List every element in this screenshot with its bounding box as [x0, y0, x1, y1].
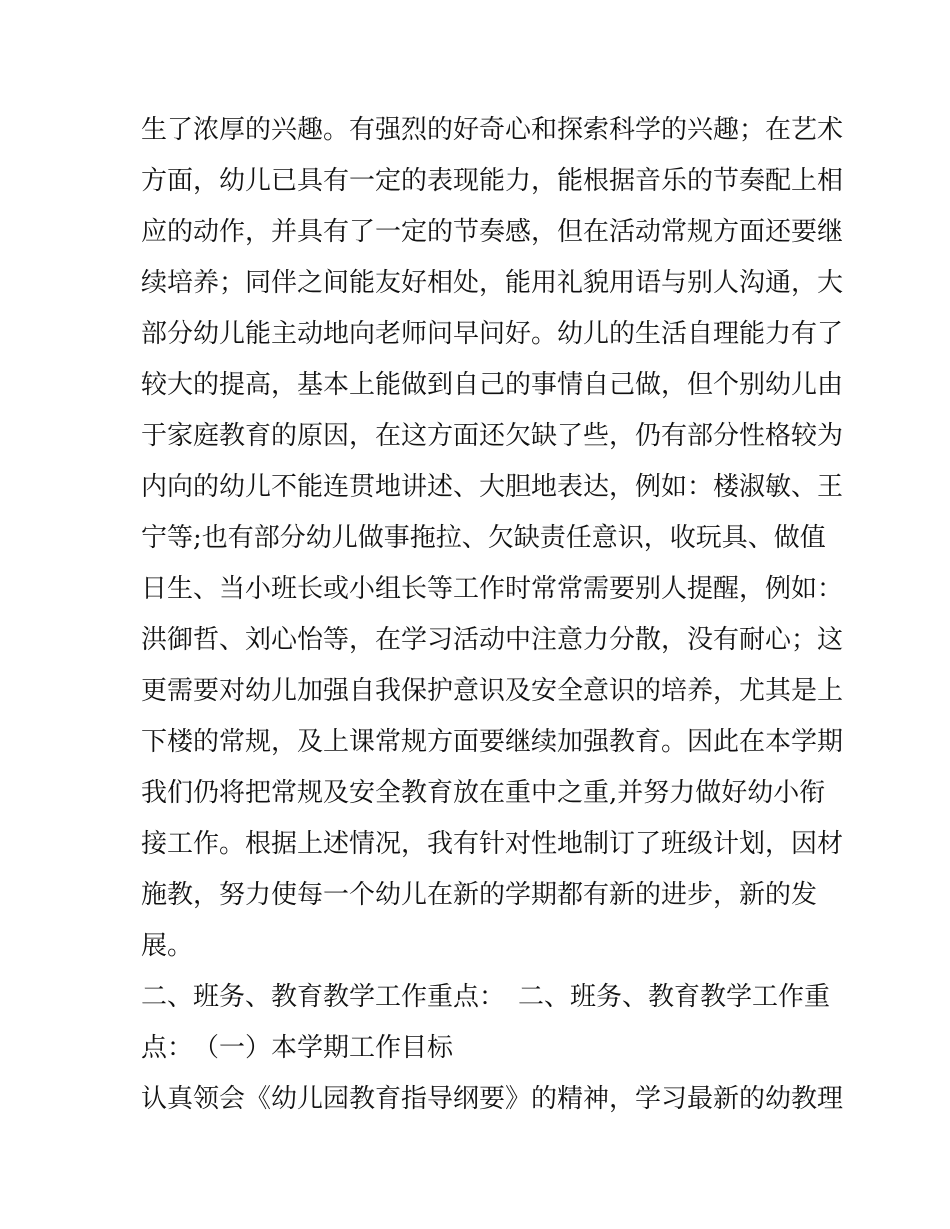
text-line-3: 应的动作，并具有了一定的节奏感，但在活动常规方面还要继 — [141, 217, 844, 247]
text-line-17: 展。 — [141, 931, 194, 961]
text-line-7: 于家庭教育的原因，在这方面还欠缺了些，仍有部分性格较为 — [141, 421, 844, 451]
text-line-14: 我们仍将把常规及安全教育放在重中之重,并努力做好幼小衔 — [141, 778, 826, 808]
section-heading-line-2: 点： （一）本学期工作目标 — [141, 1033, 454, 1063]
text-line-12: 更需要对幼儿加强自我保护意识及安全意识的培养，尤其是上 — [141, 676, 844, 706]
text-line-1: 生了浓厚的兴趣。有强烈的好奇心和探索科学的兴趣；在艺术 — [141, 115, 844, 145]
section-heading-line-1: 二、班务、教育教学工作重点： 二、班务、教育教学工作重 — [141, 982, 831, 1012]
text-line-6: 较大的提高，基本上能做到自己的事情自己做，但个别幼儿由 — [141, 370, 844, 400]
text-line-4: 续培养；同伴之间能友好相处，能用礼貌用语与别人沟通，大 — [141, 268, 844, 298]
text-line-16: 施教，努力使每一个幼儿在新的学期都有新的进步，新的发 — [141, 880, 818, 910]
text-line-10: 日生、当小班长或小组长等工作时常常需要别人提醒，例如： — [141, 574, 844, 604]
text-line-11: 洪御哲、刘心怡等，在学习活动中注意力分散，没有耐心；这 — [141, 625, 844, 655]
text-line-15: 接工作。根据上述情况，我有针对性地制订了班级计划，因材 — [141, 829, 844, 859]
text-line-13: 下楼的常规，及上课常规方面要继续加强教育。因此在本学期 — [141, 727, 844, 757]
text-line-20: 认真领会《幼儿园教育指导纲要》的精神，学习最新的幼教理 — [141, 1084, 844, 1114]
text-line-2: 方面，幼儿已具有一定的表现能力，能根据音乐的节奏配上相 — [141, 166, 844, 196]
text-line-8: 内向的幼儿不能连贯地讲述、大胆地表达，例如：楼淑敏、王 — [141, 472, 844, 502]
text-line-5: 部分幼儿能主动地向老师问早问好。幼儿的生活自理能力有了 — [141, 319, 844, 349]
text-line-9: 宁等;也有部分幼儿做事拖拉、欠缺责任意识，收玩具、做值 — [141, 523, 826, 553]
